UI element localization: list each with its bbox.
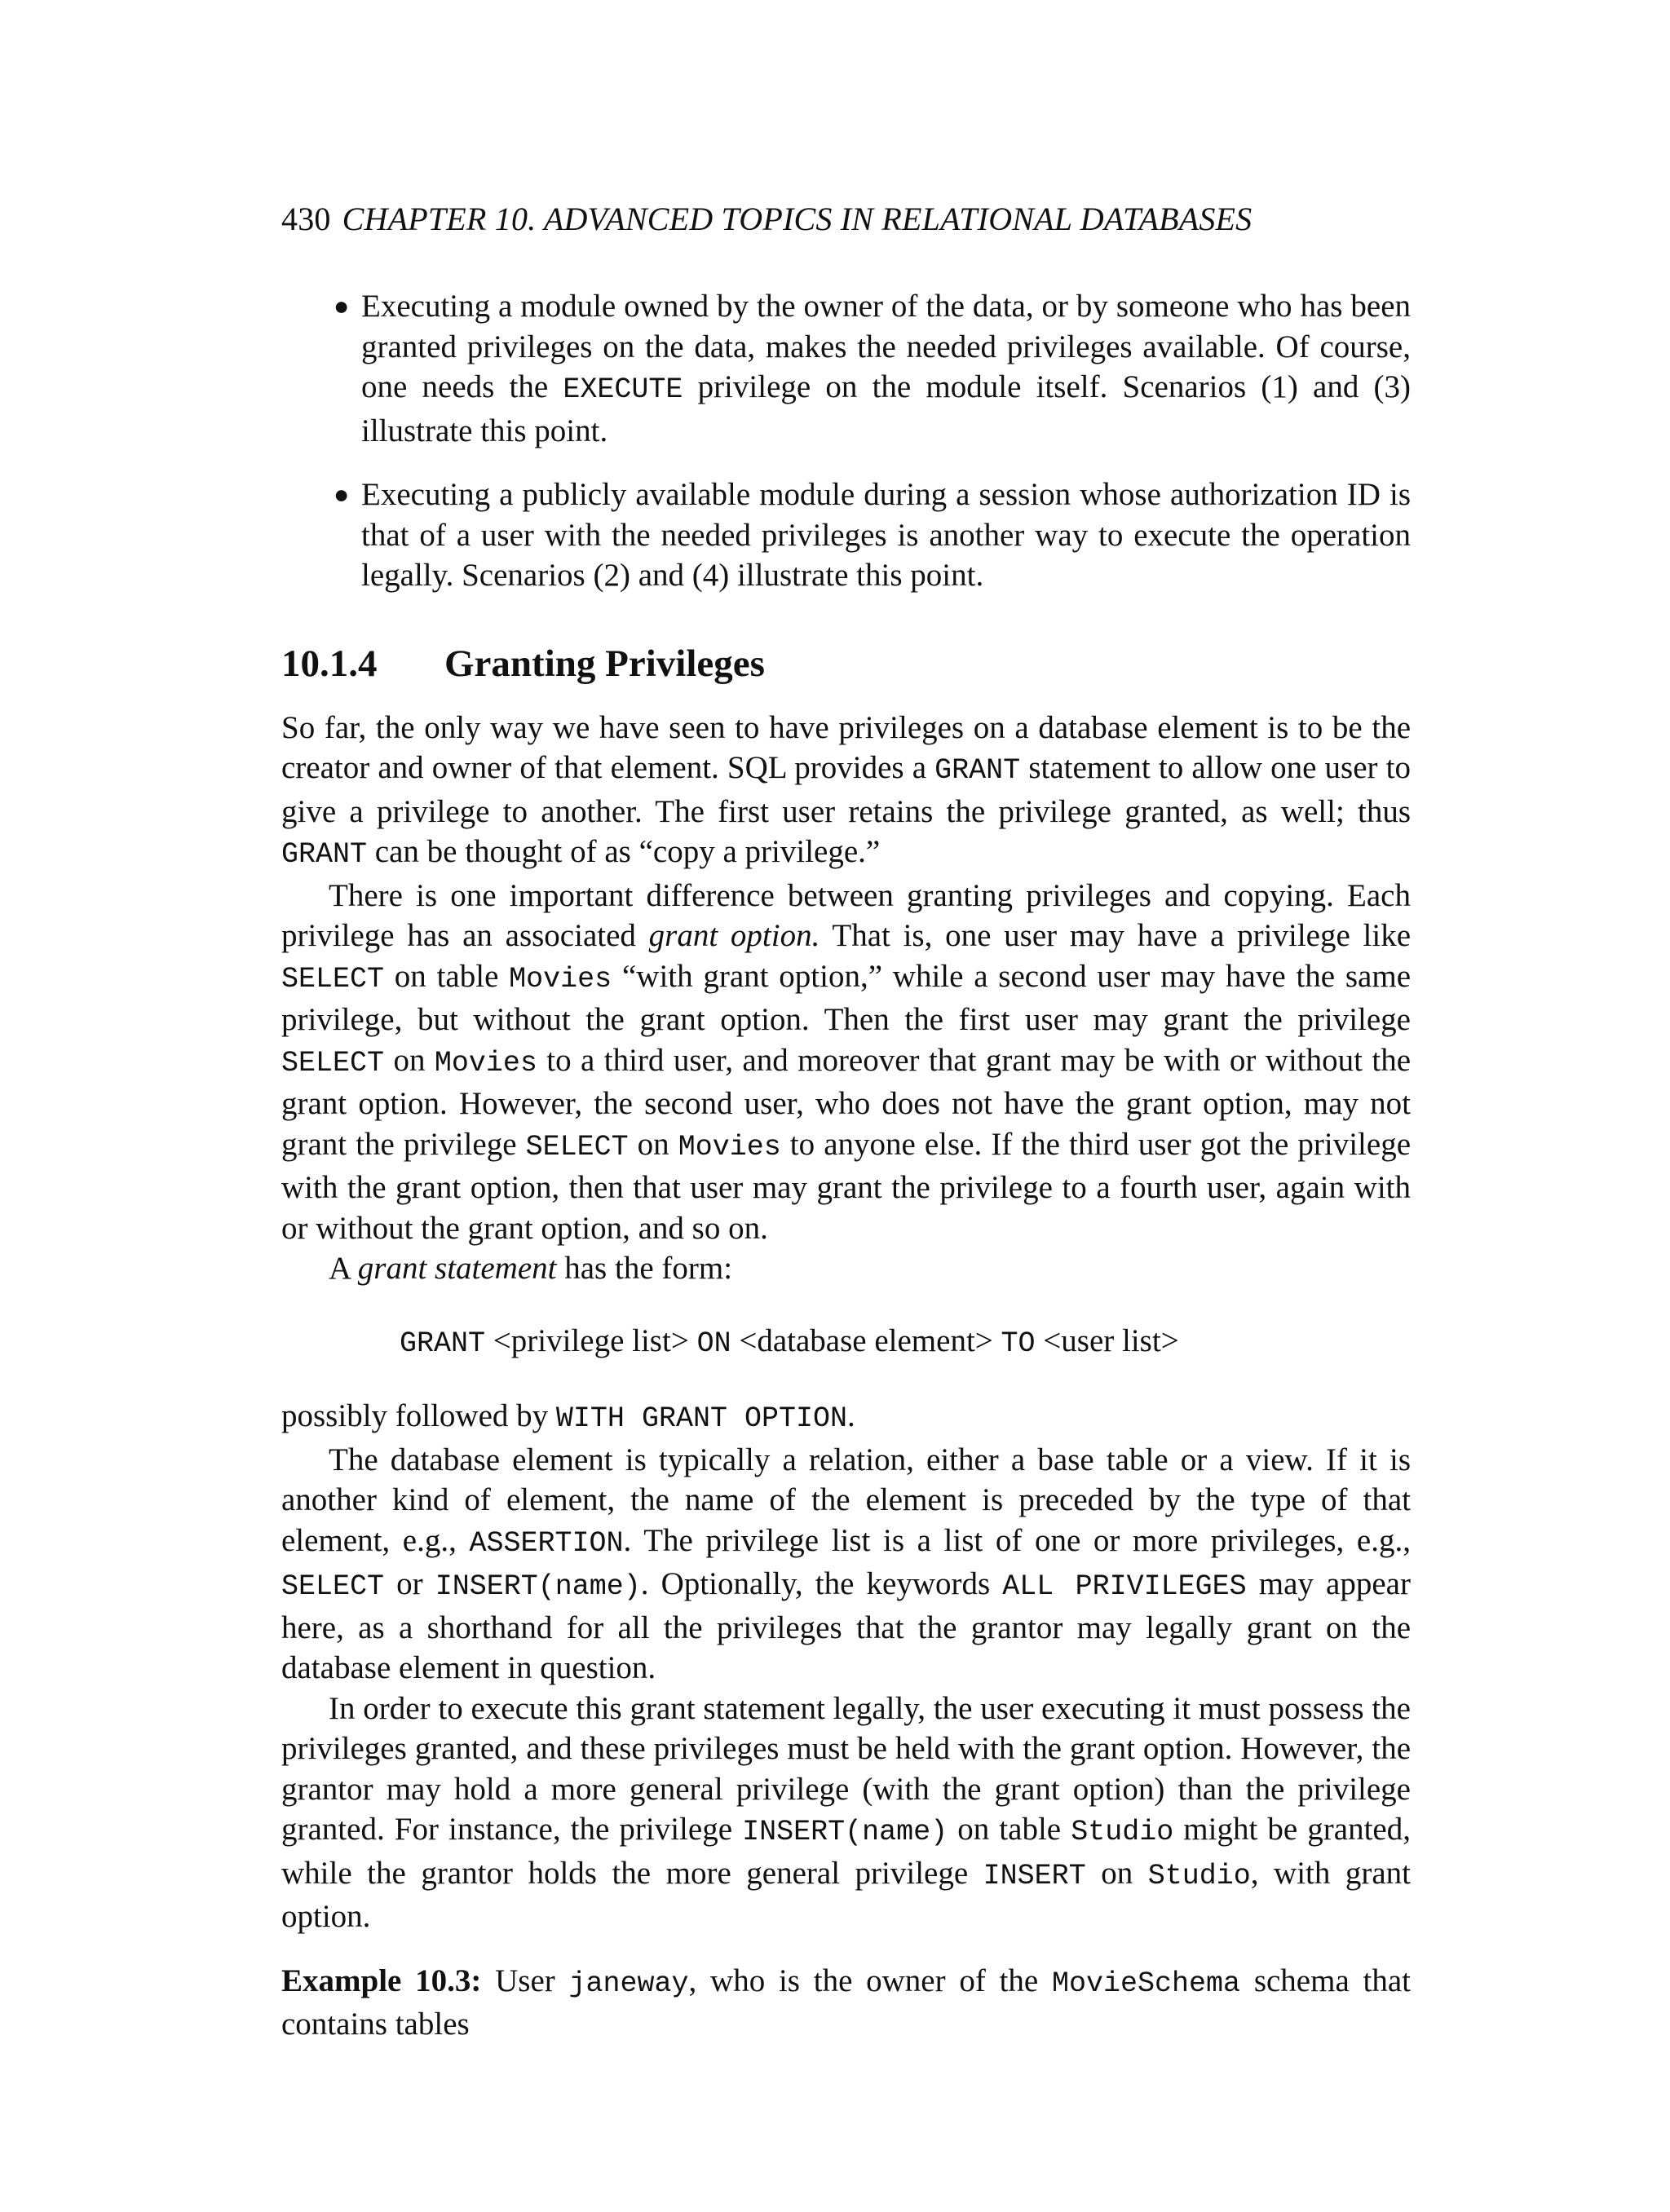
bullet-item: ● Executing a publicly available module during a session whose authorization ID is that of a user with the needed privileges is another way to execute the operation legally. Scenarios (2) and (4) illustrate this point. — [361, 475, 1411, 596]
bullet-dot-icon: ● — [334, 291, 350, 320]
grant-syntax-display: GRANT <privilege list> ON <database element> TO <user list> — [400, 1322, 1179, 1360]
section-number: 10.1.4 — [281, 642, 378, 685]
bullet-item: ● Executing a module owned by the owner of the data, or by someone who has been granted privileges on the data, makes the needed privileges available. Of course, one needs the EXECUTE privilege on the module itself. Scenarios (1) and (3) illustrate this point. — [361, 286, 1411, 451]
chapter-title: CHAPTER 10. ADVANCED TOPICS IN RELATIONAL DATABASES — [342, 201, 1252, 237]
paragraph: So far, the only way we have seen to have privileges on a database element is to be the creator and owner of that element. SQL provides a GRANT statement to allow one user to give a privilege to another. The first user retains the privilege granted, as well; thus GRANT can be thought of as “copy a privilege.” — [281, 709, 1411, 872]
page — [281, 200, 1411, 2045]
example-paragraph: Example 10.3: User janeway, who is the owner of the MovieSchema schema that contains tables — [281, 1963, 1412, 2042]
example-label: Example 10.3: — [281, 1963, 482, 1998]
bullet-list — [281, 286, 1411, 596]
bullet-dot-icon: ● — [334, 479, 350, 509]
page-number: 430 — [281, 201, 331, 237]
paragraph: A grant statement has the form: — [329, 1251, 733, 1287]
section-heading — [281, 641, 1411, 687]
paragraph: The database element is typically a relation, either a base table or a view. If it is another kind of element, the name of the element is preceded by the type of that element, e.g., ASSERTION. The privilege list is a list of one or more privileges, e.g., SELECT or INSERT(name). Optionally, the keywords ALL PRIVILEGES may appear here, as a shorthand for all the privileges that the grantor may legally grant on the database element in question. — [281, 1442, 1411, 1686]
paragraph: In order to execute this grant statement legally, the user executing it must possess the privileges granted, and these privileges must be held with the grant option. However, the grantor may hold a more general privilege (with the grant option) than the privilege granted. For instance, the privilege INSERT(name) on table Studio might be granted, while the grantor holds the more general privilege INSERT on Studio, with grant option. — [281, 1690, 1412, 1935]
paragraph: possibly followed by WITH GRANT OPTION. — [281, 1398, 855, 1436]
paragraph: There is one important difference between granting privileges and copying. Each privilege has an associated grant option. That is, one user may have a privilege like SELECT on table Movies “with grant option,” while a second user may have the same privilege, but without the grant option. Then the first user may grant the privilege SELECT on Movies to a third user, and moreover that grant may be with or without the grant option. However, the second user, who does not have the grant option, may not grant the privilege SELECT on Movies to anyone else. If the third user got the privilege with the grant option, then that user may grant the privilege to a fourth user, again with or without the grant option, and so on. — [281, 877, 1412, 1246]
spacer — [281, 1937, 1411, 1961]
section-title: Granting Privileges — [444, 642, 765, 685]
running-head — [281, 200, 1411, 239]
body-text — [281, 286, 1411, 2045]
